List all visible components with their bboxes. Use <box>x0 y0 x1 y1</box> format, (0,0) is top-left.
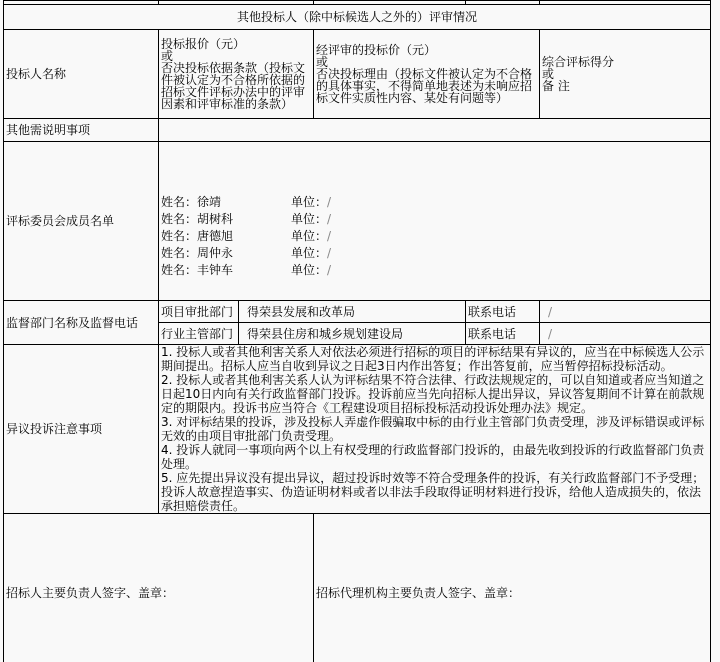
dept-name: 得荣县发展和改革局 <box>239 301 466 323</box>
objection-notes <box>159 345 711 514</box>
member-unit: / <box>327 245 332 260</box>
evaluation-table <box>3 0 711 662</box>
name-prefix: 姓名： <box>161 262 198 277</box>
name-prefix: 姓名： <box>161 228 198 243</box>
evaluation-report-page <box>3 0 710 662</box>
member-unit: / <box>327 262 332 277</box>
bid-price-or: 或 <box>161 49 174 63</box>
bid-price-reject-clause: 否决投标依据条款（投标文件被认定为不合格所依据的招标文件评标办法中的评审因素和评审标准的条款） <box>161 61 306 111</box>
name-prefix: 姓名： <box>161 245 198 260</box>
score-title: 综合评标得分 <box>542 55 615 69</box>
phone-label: 联系电话 <box>466 323 540 345</box>
objection-label: 异议投诉注意事项 <box>4 345 159 514</box>
supervision-row-1 <box>4 301 711 323</box>
dept-name: 得荣县住房和城乡规划建设局 <box>239 323 466 345</box>
committee-member <box>161 245 708 262</box>
member-name: 周仲永 <box>197 245 234 260</box>
unit-prefix: 单位： <box>291 228 328 243</box>
member-unit: / <box>327 194 332 209</box>
unit-prefix: 单位： <box>291 262 328 277</box>
tenderer-signature: 招标人主要负责人签字、盖章： <box>4 514 314 662</box>
committee-members <box>159 142 711 301</box>
bid-price-title: 投标报价（元） <box>161 37 246 51</box>
committee-row <box>4 142 711 301</box>
phone-value: / <box>540 323 711 345</box>
member-name: 徐靖 <box>197 194 222 209</box>
other-matters-row <box>4 119 711 142</box>
score-or: 或 <box>542 67 555 81</box>
objection-item: 2. 投标人或者其他利害关系人认为评标结果不符合法律、行政法规规定的，可以自知道或者应当知道之日起10日内向有关行政监督部门投诉。投诉前应当先向招标人提出异议，异议答复期间不计算在前款规定的期限内。投诉书应当符合《工程建设项目招标投标活动投诉处理办法》规定。 <box>161 373 705 415</box>
reviewed-price-reject-reason: 否决投标理由（投标文件被认定为不合格的具体事实，不得简单地表述为未响应招标文件实质性内容、某处有问题等） <box>316 67 533 105</box>
reviewed-price-header <box>314 30 540 119</box>
member-name: 唐德旭 <box>197 228 234 243</box>
reviewed-price-title: 经评审的投标价（元） <box>316 43 437 57</box>
section-title: 其他投标人（除中标候选人之外的）评审情况 <box>4 5 711 30</box>
supervision-label: 监督部门名称及监督电话 <box>4 301 159 345</box>
member-name: 胡树科 <box>197 211 234 226</box>
member-unit: / <box>327 211 332 226</box>
bidder-name-header: 投标人名称 <box>4 30 159 119</box>
objection-item: 5. 应先提出异议没有提出异议，超过投诉时效等不符合受理条件的投诉，有关行政监督部门不予受理；投诉人故意捏造事实、伪造证明材料或者以非法手段取得证明材料进行投诉，给他人造成损失的，依法承担赔偿责任。 <box>161 471 705 513</box>
reviewed-price-or: 或 <box>316 55 329 69</box>
objection-item: 1. 投标人或者其他利害关系人对依法必须进行招标的项目的评标结果有异议的，应当在中标候选人公示期间提出。招标人应当自收到异议之日起3日内作出答复；作出答复前，应当暂停招标投标活动。 <box>161 345 705 373</box>
header-row <box>4 30 711 119</box>
committee-member <box>161 262 708 279</box>
unit-prefix: 单位： <box>291 211 328 226</box>
phone-value: / <box>540 301 711 323</box>
agency-signature: 招标代理机构主要负责人签字、盖章： <box>314 514 711 662</box>
committee-member <box>161 228 708 245</box>
objection-item: 3. 对评标结果的投诉，涉及投标人弄虚作假骗取中标的由行业主管部门负责受理，涉及评标错误或评标无效的由项目审批部门负责受理。 <box>161 415 705 443</box>
score-remark: 备 注 <box>542 79 570 93</box>
dept-type: 行业主管部门 <box>159 323 239 345</box>
dept-type: 项目审批部门 <box>159 301 239 323</box>
member-unit: / <box>327 228 332 243</box>
name-prefix: 姓名： <box>161 194 198 209</box>
score-header <box>540 30 711 119</box>
bid-price-header <box>159 30 314 119</box>
other-matters-label: 其他需说明事项 <box>4 119 159 142</box>
other-matters-value <box>159 119 711 142</box>
name-prefix: 姓名： <box>161 211 198 226</box>
committee-member <box>161 211 708 228</box>
committee-label: 评标委员会成员名单 <box>4 142 159 301</box>
committee-member <box>161 194 708 211</box>
phone-label: 联系电话 <box>466 301 540 323</box>
signature-row <box>4 514 711 662</box>
objection-row <box>4 345 711 514</box>
unit-prefix: 单位： <box>291 245 328 260</box>
objection-item: 4. 投诉人就同一事项向两个以上有权受理的行政监督部门投诉的，由最先收到投诉的行政监督部门负责处理。 <box>161 443 705 471</box>
member-name: 丰钟车 <box>197 262 234 277</box>
unit-prefix: 单位： <box>291 194 328 209</box>
